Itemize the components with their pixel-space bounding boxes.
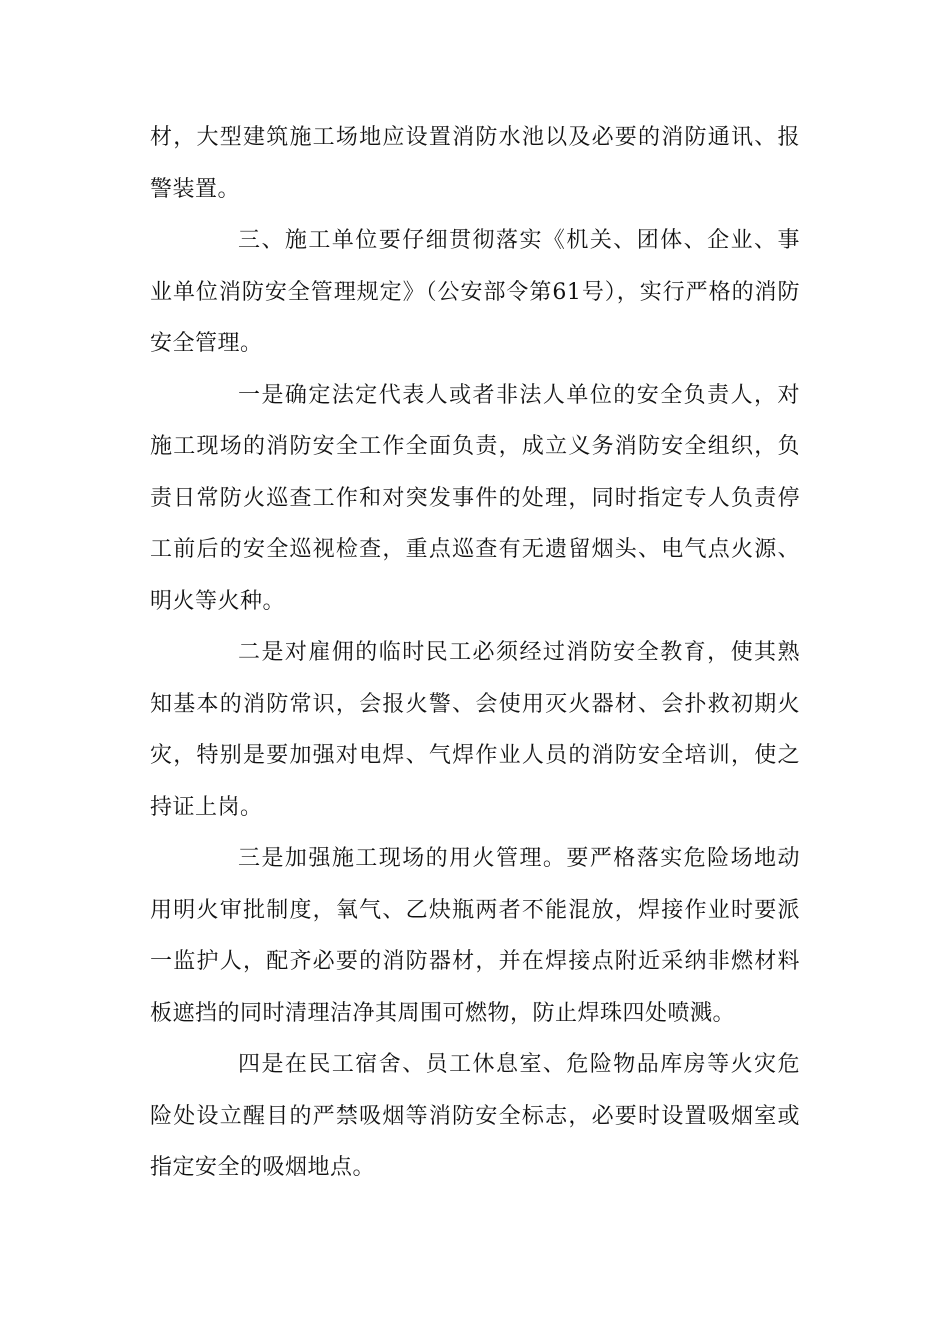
document-body: [150, 112, 800, 1194]
paragraph-item-three: 三是加强施工现场的用火管理。要严格落实危险场地动用明火审批制度，氧气、乙炔瓶两者不能混放，焊接作业时要派一监护人，配齐必要的消防器材，并在焊接点附近采纳非燃材料板遮挡的同时清理洁净其周围可燃物，防止焊珠四处喷溅。: [150, 846, 800, 1026]
paragraph-item-two: 二是对雇佣的临时民工必须经过消防安全教育，使其熟知基本的消防常识，会报火警、会使用灭火器材、会扑救初期火灾，特别是要加强对电焊、气焊作业人员的消防安全培训，使之持证上岗。: [150, 640, 800, 820]
paragraph-section-three: 三、施工单位要仔细贯彻落实《机关、团体、企业、事业单位消防安全管理规定》（公安部令第61号），实行严格的消防安全管理。: [150, 228, 800, 356]
paragraph-item-one: 一是确定法定代表人或者非法人单位的安全负责人，对施工现场的消防安全工作全面负责，成立义务消防安全组织，负责日常防火巡查工作和对突发事件的处理，同时指定专人负责停工前后的安全巡视检查，重点巡查有无遗留烟头、电气点火源、明火等火种。: [150, 382, 800, 614]
paragraph-item-four: 四是在民工宿舍、员工休息室、危险物品库房等火灾危险处设立醒目的严禁吸烟等消防安全标志，必要时设置吸烟室或指定安全的吸烟地点。: [150, 1052, 800, 1180]
paragraph-fire-facilities: 材，大型建筑施工场地应设置消防水池以及必要的消防通讯、报警装置。: [150, 125, 800, 202]
